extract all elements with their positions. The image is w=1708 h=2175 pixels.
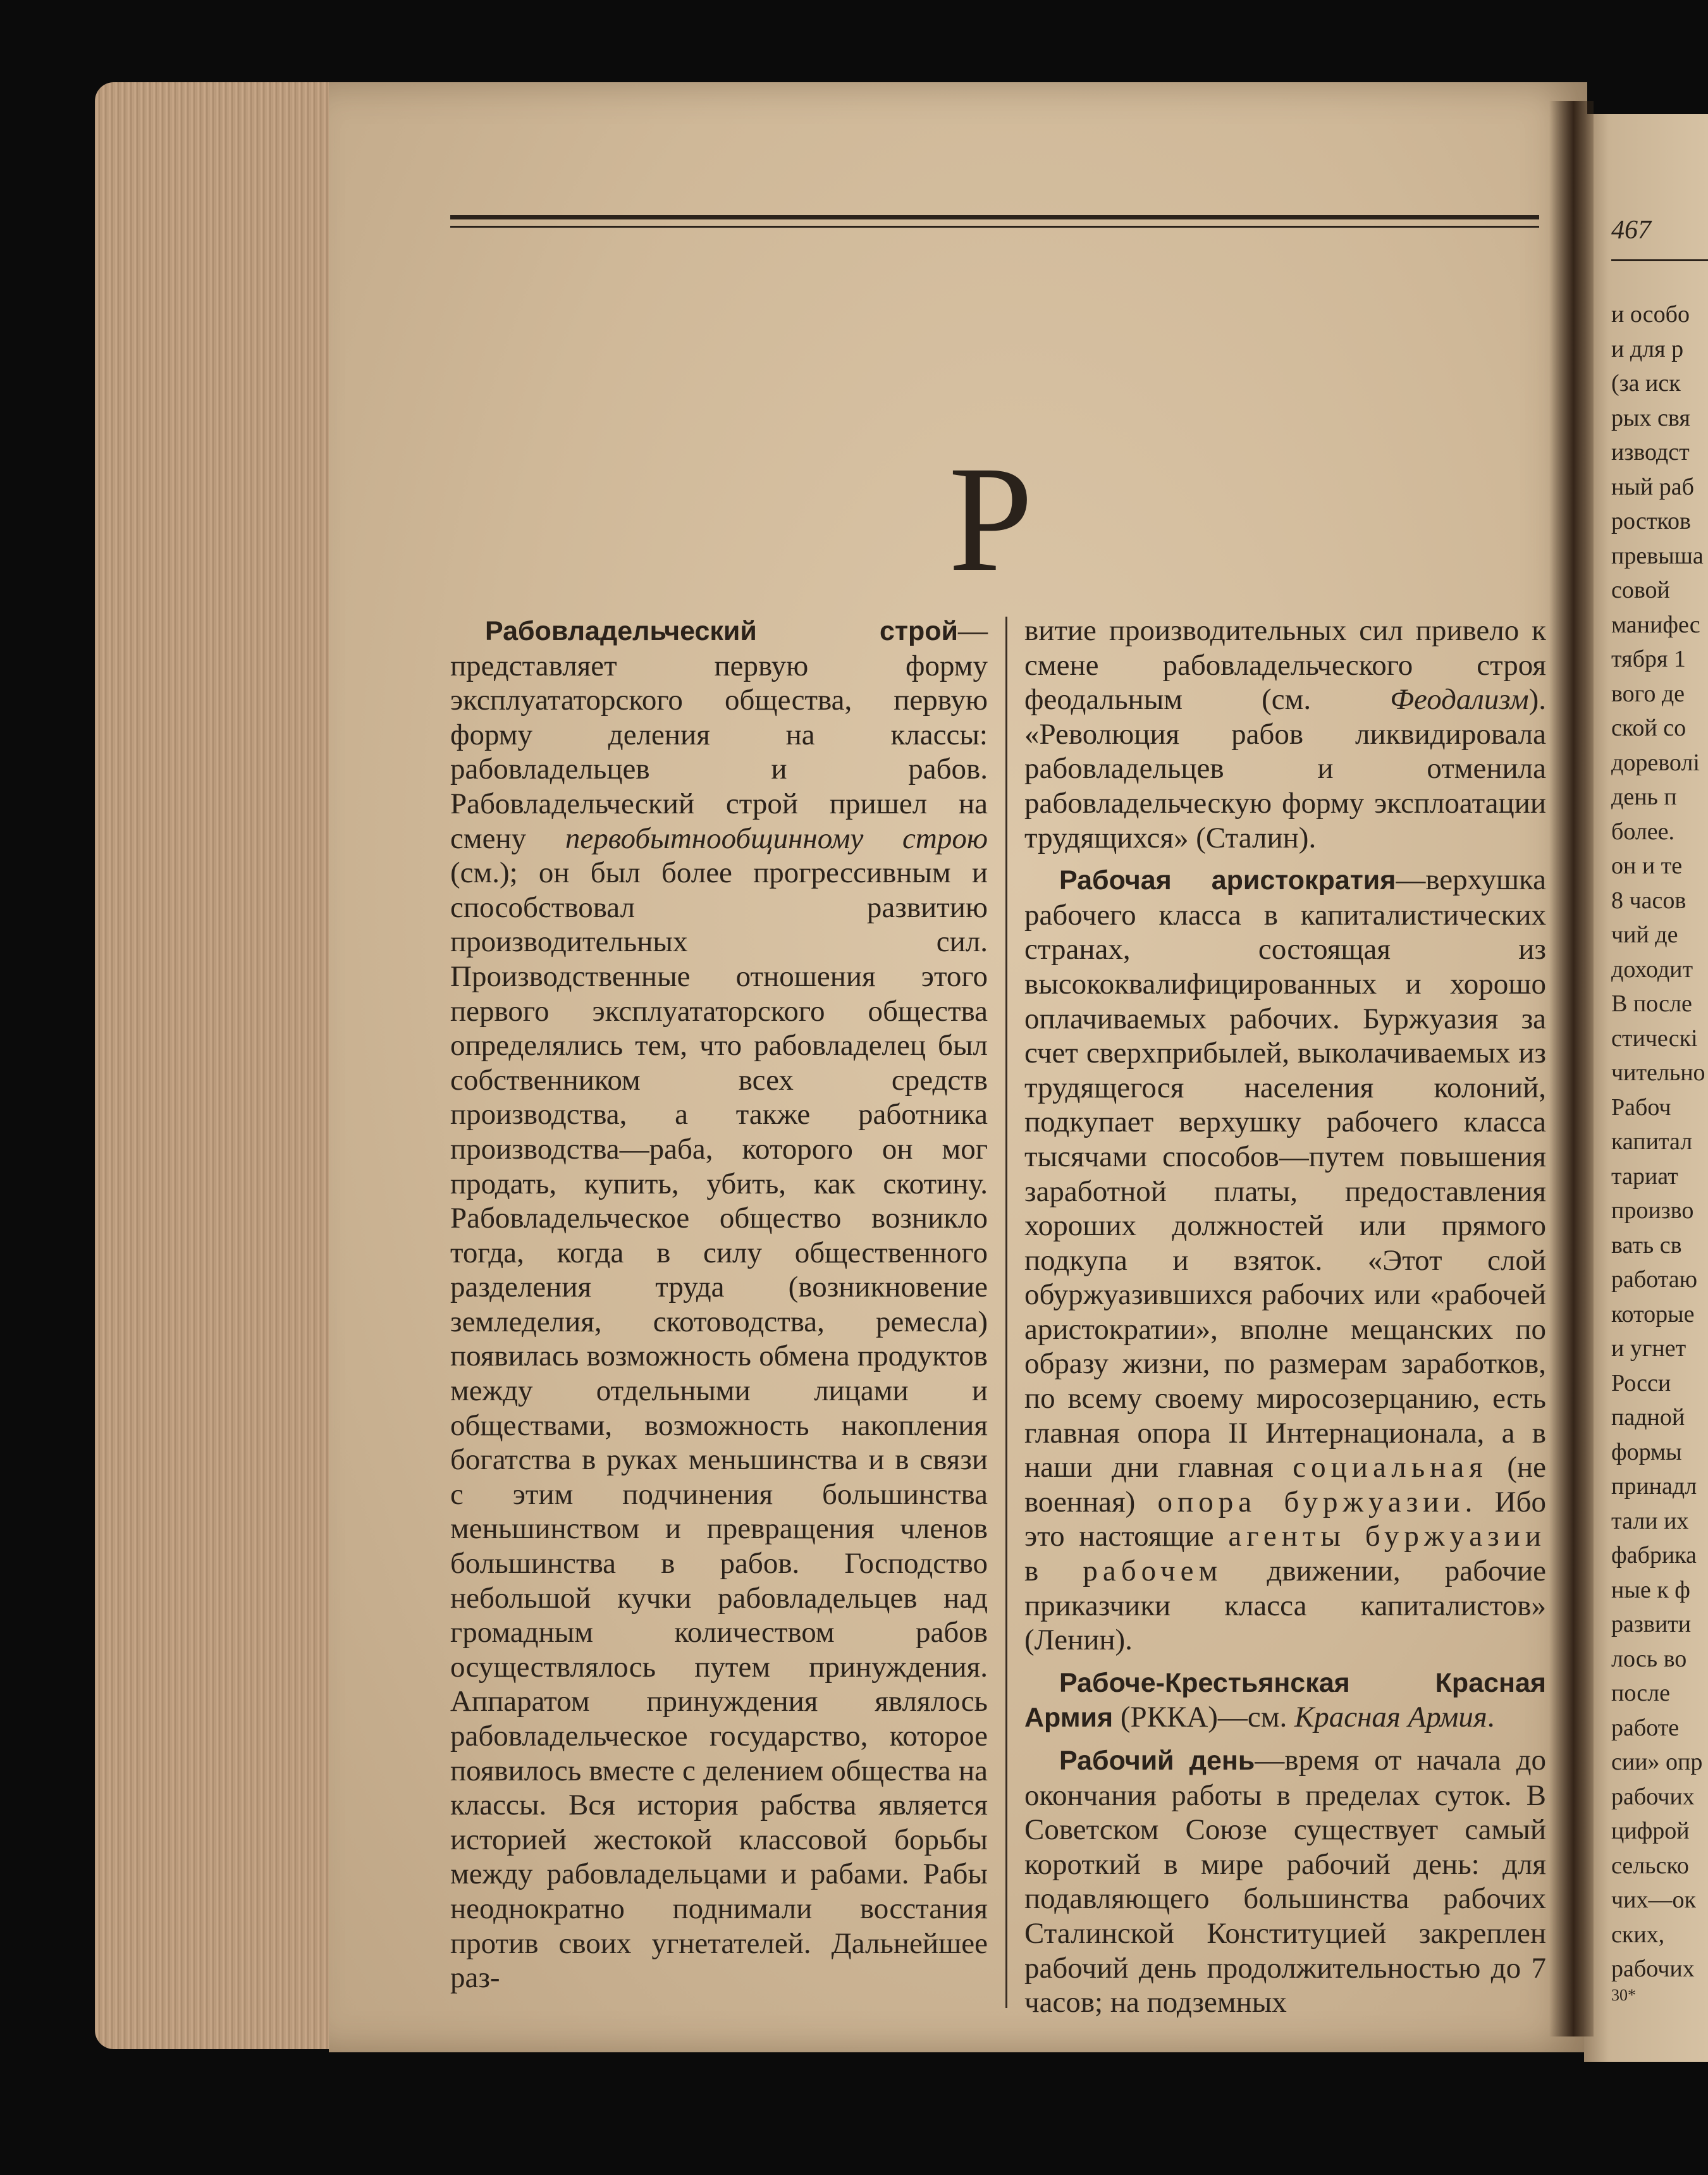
text-line: произво <box>1611 1197 1694 1224</box>
dictionary-entry <box>1024 1743 1546 2020</box>
entry-text: в <box>1024 1555 1083 1588</box>
text-line: более. <box>1611 818 1675 845</box>
section-letter: Р <box>949 434 1033 603</box>
text-line: которые <box>1611 1300 1695 1328</box>
text-line: фабрика <box>1611 1542 1697 1568</box>
text-line: день п <box>1611 784 1677 810</box>
entry-term: Рабоче-Крестьянская Красная Армия <box>1024 1667 1546 1734</box>
entry-text: витие производительных сил привело к смене рабовладельческого строя феодальным (см. <box>1024 614 1546 717</box>
page-number: 467 <box>1611 216 1651 245</box>
entry-text: —представляет первую форму эксплуататорского общества, первую форму деления на классы: рабовладельцев и рабов. Рабовладельческий строй пришел на смену <box>450 614 988 855</box>
book-gutter <box>1549 101 1594 2036</box>
text-line: совой <box>1611 577 1670 603</box>
text-line: тали их <box>1611 1507 1689 1534</box>
text-line: изводст <box>1611 439 1690 465</box>
entry-text: движении, рабочие приказчики класса капиталистов» (Ленин). <box>1024 1555 1546 1657</box>
text-line: вать св <box>1611 1231 1682 1259</box>
text-line: рых свя <box>1611 404 1690 431</box>
dictionary-entry <box>1024 613 1546 855</box>
entry-text: —время от начала до окончания работы в пределах суток. В Советском Союзе существует самый короткий в мире рабочий день: для подавляющего большинства рабочих Сталинской Конституцией закреплен рабочий день продолжительностью до 7 часов; на подземных <box>1024 1744 1546 2019</box>
emphasized-text: опора буржуазии <box>1157 1485 1465 1519</box>
text-line: формы <box>1611 1438 1682 1465</box>
right-page-rule <box>1611 259 1708 261</box>
entry-term: Рабочая аристократия <box>1059 865 1396 896</box>
text-line: доходит <box>1611 956 1693 983</box>
text-line: вого де <box>1611 680 1685 707</box>
emphasized-text: рабочем <box>1083 1555 1223 1588</box>
text-line: ные к ф <box>1611 1576 1690 1603</box>
emphasized-text: агенты буржуазии <box>1228 1520 1546 1553</box>
text-line: чий де <box>1611 921 1678 948</box>
dictionary-entry <box>1024 863 1546 1658</box>
entry-term: Рабовладельческий строй <box>485 616 958 646</box>
text-line: тариат <box>1611 1162 1678 1190</box>
entry-text: ). «Революция рабов ликвидировала рабовладельцев и отменила рабовладельческую форму эксплоатации трудящихся» (Сталин). <box>1024 683 1546 854</box>
dictionary-entry <box>450 613 988 1995</box>
text-line: принадл <box>1611 1473 1697 1500</box>
text-line: рабочих <box>1611 1956 1695 1982</box>
entry-text: —верхушка рабочего класса в капиталистических странах, состоящая из высококвалифицированных и хорошо оплачиваемых рабочих. Буржуазия за счет сверхприбылей, выколачиваемых из трудящегося населения колоний, подкупает верхушку рабочего класса тысячами способов—путем повышения заработной платы, предоставления хороших должностей или прямого подкупа и взяток. «Этот слой обуржуазившихся рабочих или «рабочей аристократии», вполне мещанских по образу жизни, по размерам заработков, по всему своему миросозерцанию, есть главная опора II Интернационала, а в наши дни главная <box>1024 863 1546 1484</box>
text-line: развити <box>1611 1611 1692 1637</box>
text-line: лось во <box>1611 1645 1687 1672</box>
text-line: сии» опр <box>1611 1749 1703 1775</box>
emphasized-text: социальная <box>1293 1451 1488 1484</box>
text-line: тября 1 <box>1611 646 1686 672</box>
text-line: 8 часов <box>1611 887 1686 914</box>
text-line: после <box>1611 1680 1670 1706</box>
text-line: рабочих <box>1611 1783 1695 1810</box>
dictionary-entry <box>1024 1665 1546 1735</box>
text-line: ской со <box>1611 715 1686 741</box>
text-line: дореволі <box>1611 749 1700 776</box>
text-line: сельско <box>1611 1852 1689 1879</box>
text-line: (за иск <box>1611 370 1681 397</box>
text-line: ростков <box>1611 508 1691 534</box>
left-column <box>450 613 988 1995</box>
text-line: ских, <box>1611 1921 1665 1948</box>
text-line: манифес <box>1611 611 1700 638</box>
entry-text: (РККА)—см. <box>1113 1701 1295 1734</box>
text-line: и для р <box>1611 335 1684 362</box>
cross-reference: Феодализм <box>1390 683 1529 717</box>
text-line: Росси <box>1611 1369 1671 1396</box>
text-line: падной <box>1611 1404 1685 1431</box>
text-line: работе <box>1611 1714 1680 1741</box>
right-page-text <box>1611 297 1708 1987</box>
text-line: и угнет <box>1611 1335 1686 1362</box>
text-line: В после <box>1611 990 1692 1017</box>
text-line: чительно <box>1611 1059 1705 1086</box>
entry-text: (не военная) <box>1024 1451 1546 1519</box>
right-column <box>1024 613 1546 2020</box>
text-line: он и те <box>1611 853 1683 879</box>
signature-mark: 30* <box>1611 1986 1636 2004</box>
text-line: чих—ок <box>1611 1887 1696 1913</box>
column-divider <box>1005 617 1007 2008</box>
text-line: превыша <box>1611 542 1704 569</box>
entry-text: . <box>1487 1701 1495 1734</box>
book-page-edges <box>95 82 360 2049</box>
header-rule <box>450 215 1539 228</box>
text-line: стическі <box>1611 1025 1698 1052</box>
entry-text: . Ибо это настоящие <box>1024 1485 1546 1553</box>
text-line: и особо <box>1611 301 1690 328</box>
entry-text: (см.); он был более прогрессивным и способствовал развитию производительных сил. Производственные отношения этого первого эксплуататорского общества определялись тем, что рабовладелец был собственником всех средств производства, а также работника производства—раба, которого он мог продать, купить, убить, как скотину. Рабовладельческое общество возникло тогда, когда в силу общественного разделения труда (возникновение земледелия, скотоводства, ремесла) появилась возможность обмена продуктов между отдельными лицами и обществами, возможность накопления богатства в руках меньшинства и в связи с этим подчинения большинства меньшинством и превращения членов большинства в рабов. Господство небольшой кучки рабовладельцев над громадным количеством рабов осуществлялось путем принуждения. Аппаратом принуждения являлось рабовладельческое государство, которое появилось вместе с делением общества на классы. Вся история рабства является историей жестокой классовой борьбы между рабовладельцами и рабами. Рабы неоднократно поднимали восстания против своих угнетателей. Дальнейшее раз- <box>450 856 988 1995</box>
text-line: работаю <box>1611 1266 1698 1293</box>
entry-term: Рабочий день <box>1059 1746 1255 1776</box>
text-line: цифрой <box>1611 1818 1690 1844</box>
cross-reference: первобытнообщинному строю <box>565 822 988 855</box>
cross-reference: Красная Армия <box>1294 1701 1487 1734</box>
text-line: капитал <box>1611 1128 1693 1155</box>
text-line: Рабоч <box>1611 1094 1671 1121</box>
text-line: ный раб <box>1611 473 1694 500</box>
